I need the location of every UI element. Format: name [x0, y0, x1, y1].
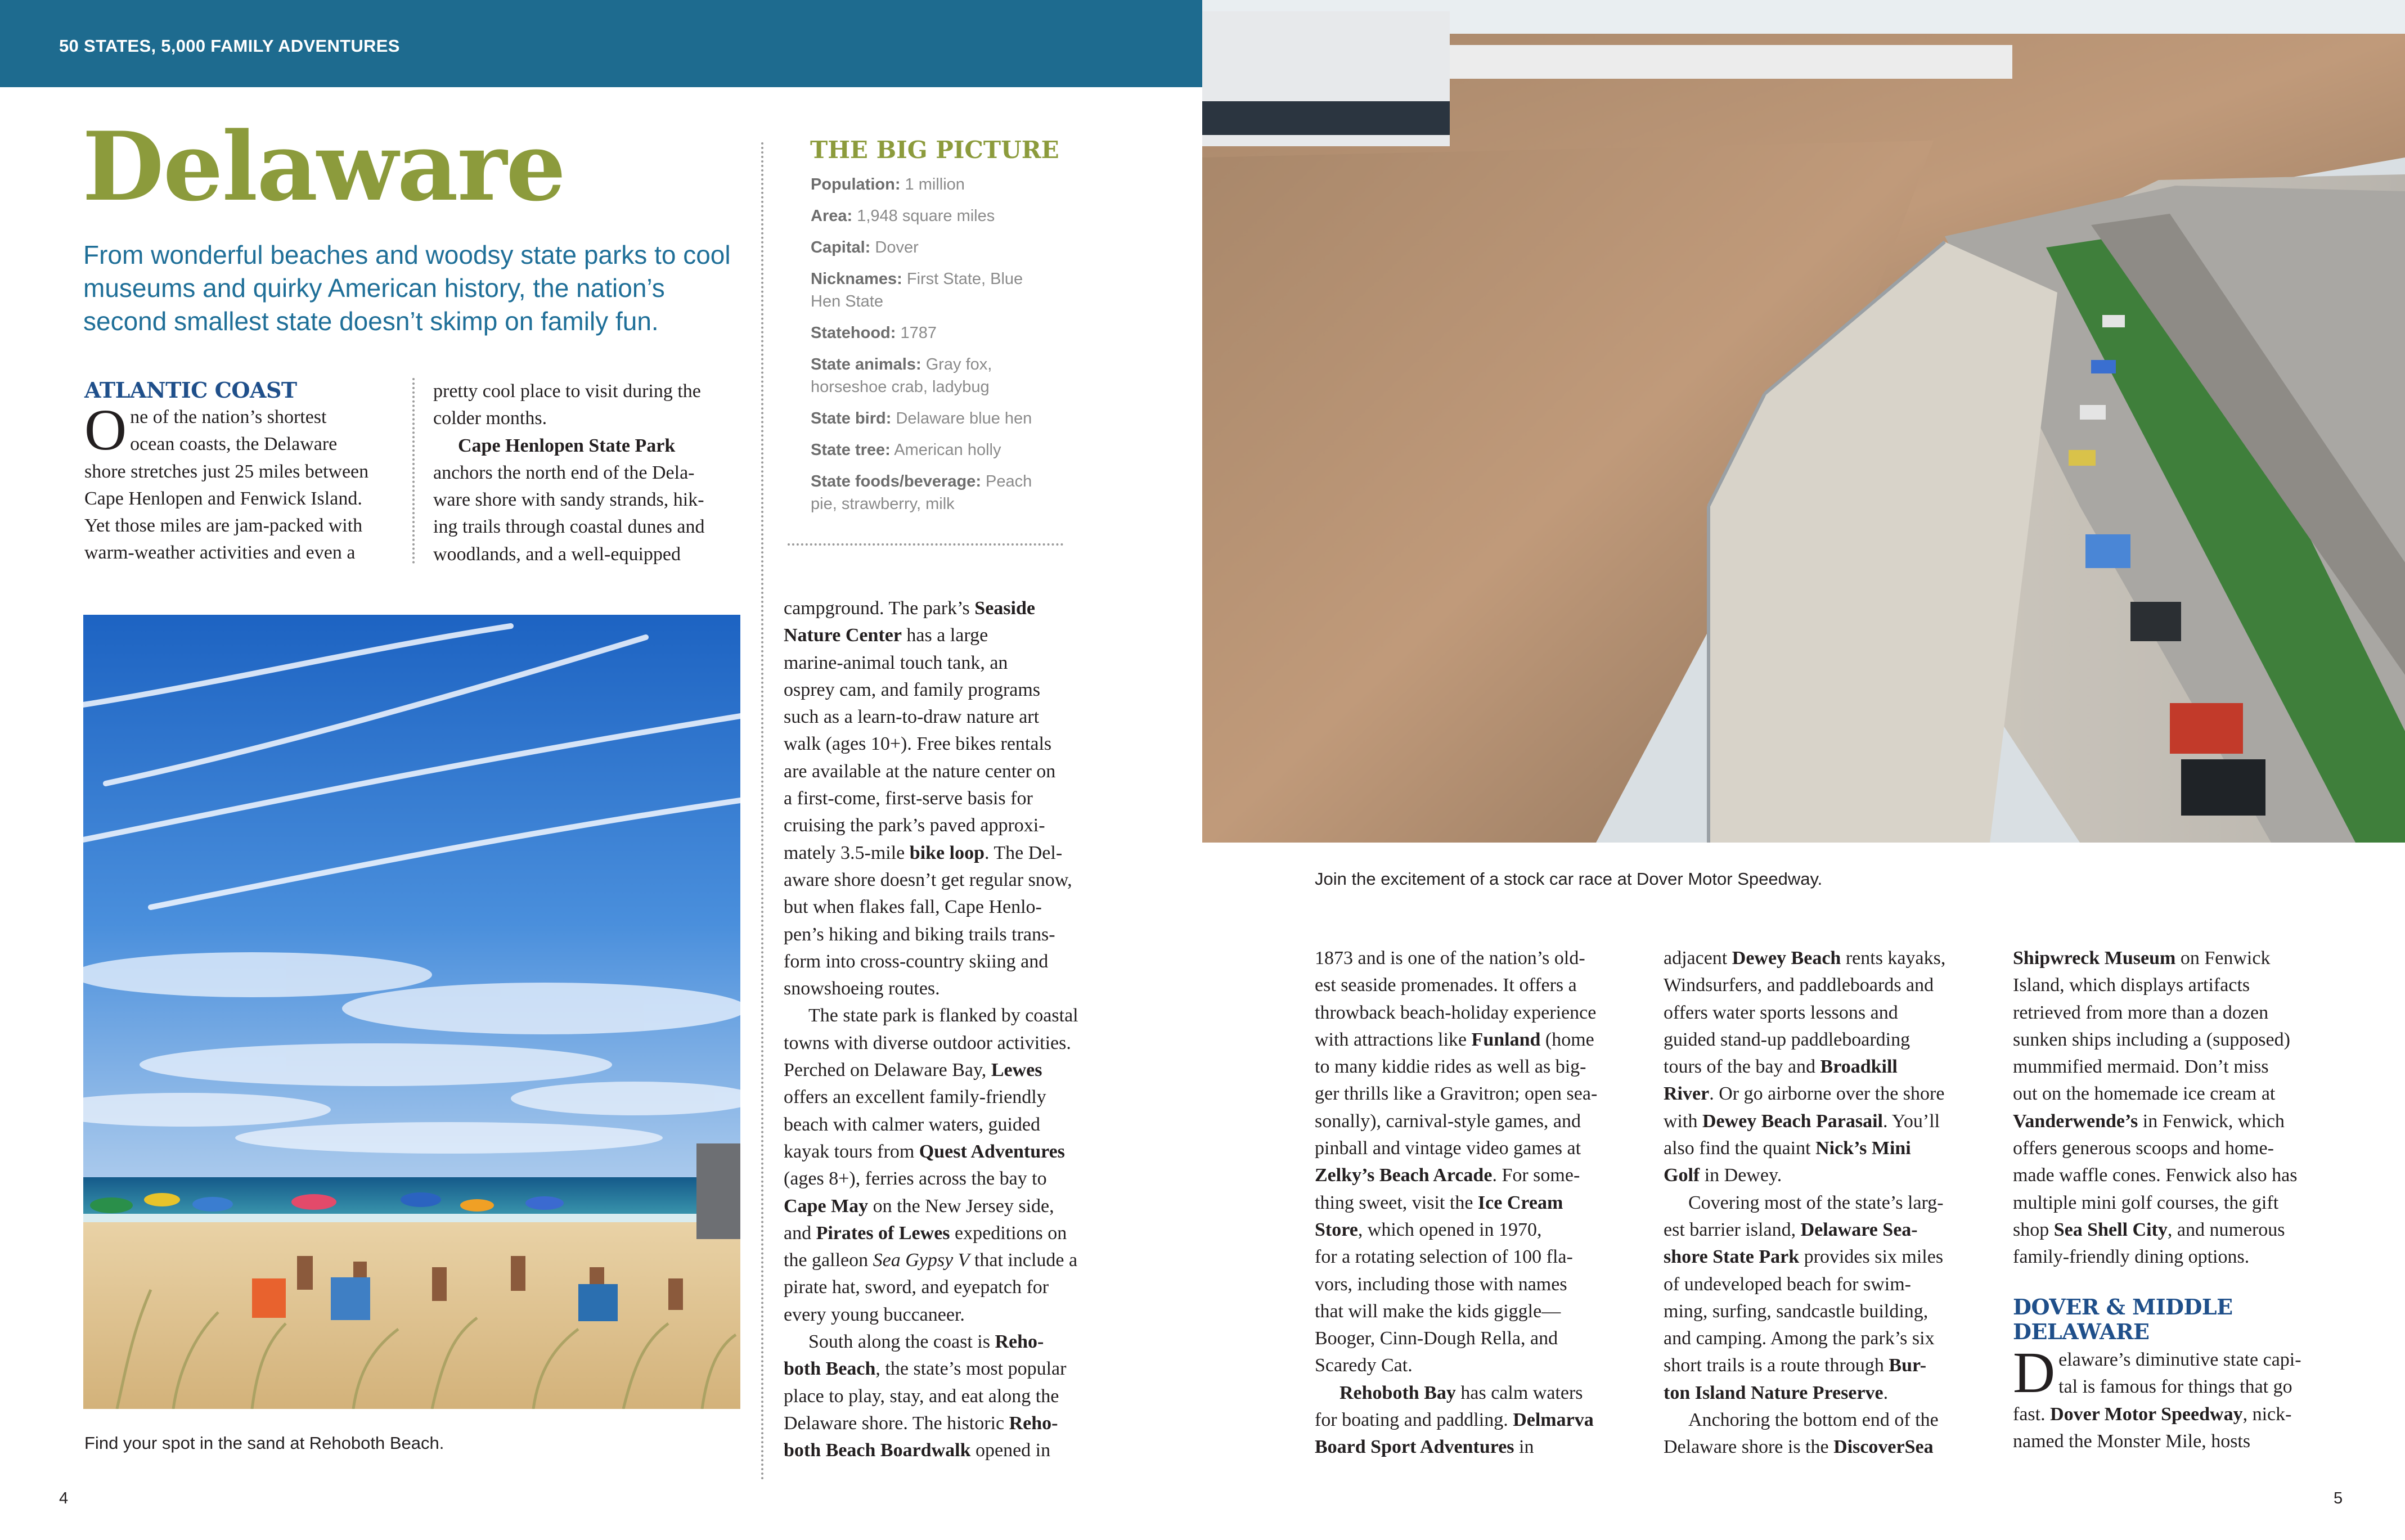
- drop-cap: D: [2013, 1340, 2056, 1405]
- page-number-right: 5: [2334, 1489, 2343, 1507]
- page-title: Delaware: [82, 111, 565, 222]
- section-head-atlantic-coast: ATLANTIC COAST: [84, 377, 297, 403]
- drop-cap: O: [84, 398, 127, 462]
- fact-state-foods: State foods/beverage: Peach pie, strawberry, milk: [811, 472, 1032, 513]
- beach-photo-illustration: [83, 615, 740, 1409]
- beach-photo: [83, 615, 740, 1409]
- page-number-left: 4: [59, 1489, 69, 1507]
- fact-capital: Capital: Dover: [811, 238, 919, 256]
- section-head-dover: DOVER & MIDDLE DELAWARE: [2013, 1294, 2233, 1344]
- sidebar-bottom-rule: [788, 543, 1063, 546]
- fact-state-tree: State tree: American holly: [811, 441, 1001, 459]
- body-column-4: 1873 and is one of the nation’s old- est seaside promenades. It offers a throwback beach-holiday experience with attractions like Funland (home to many kiddie rides as well as big- ger thrills like a Gravitron; open sea- sonally), carnival-style games, and pinball and vintage video games at Zelky’s Beach Arcade. For some- thing sweet, visit the Ice Cream Store, which opened in 1970, for a rotating selection of 100 fla- vors, including those with names that will make the kids giggle— Booger, Cinn-Dough Rella, and Scaredy Cat. Rehoboth Bay has calm waters for boating and paddling. Delmarva Board Sport Adventures in: [1315, 948, 1598, 1458]
- body-column-6b: Delaware’s diminutive state capi- tal is famous for things that go fast. Dover Motor Speedway, nick- named the Monster Mile, hosts: [2013, 1340, 2301, 1452]
- beach-photo-caption: Find your spot in the sand at Rehoboth Beach.: [84, 1433, 444, 1453]
- fact-state-animals: State animals: Gray fox, horseshoe crab, ladybug: [811, 355, 992, 396]
- fact-statehood: Statehood: 1787: [811, 324, 937, 342]
- body-column-2: pretty cool place to visit during the colder months. Cape Henlopen State Park anchors the north end of the Dela- ware shore with sandy strands, hik- ing trails through coastal dunes and woodlands, and a well-equipped: [433, 381, 705, 565]
- column-rule: [412, 378, 415, 564]
- body-column-5: adjacent Dewey Beach rents kayaks, Windsurfers, and paddleboards and offers water sports lessons and guided stand-up paddleboarding tours of the bay and Broadkill River. Or go airborne over the shore with Dewey Beach Parasail. You’ll also find the quaint Nick’s Mini Golf in Dewey. Covering most of the state’s larg- est barrier island, Delaware Sea- shore State Park provides six miles of undeveloped beach for swim- ming, surfing, sandcastle building, and camping. Among the park’s six short trails is a route through Bur- ton Island Nature Preserve. Anchoring the bottom end of the Delaware shore is the DiscoverSea: [1664, 948, 1946, 1458]
- body-column-3: campground. The park’s Seaside Nature Center has a large marine-animal touch tank, an osprey cam, and family programs such as a learn-to-draw nature art walk (ages 10+). Free bikes rentals are available at the nature center on a first-come, first-serve basis for cruising the park’s paved approxi- mately 3.5-mile bike loop. The Del- aware shore doesn’t get regular snow, but when flakes fall, Cape Henlo- pen’s hiking and biking trails trans- form into cross-country skiing and snowshoeing routes. The state park is flanked by coastal towns with diverse outdoor activities. Perched on Delaware Bay, Lewes offers an excellent family-friendly beach with calmer waters, guided kayak tours from Quest Adventures (ages 8+), ferries across the bay to Cape May on the New Jersey side, and Pirates of Lewes expeditions on the galleon Sea Gypsy V that include a pirate hat, sword, and eyepatch for every young buccaneer. South along the coast is Reho- both Beach, the state’s most popular place to play, stay, and eat along the Delaware shore. The historic Reho- both Beach Boardwalk opened in: [784, 598, 1078, 1461]
- running-head: 50 STATES, 5,000 FAMILY ADVENTURES: [59, 36, 400, 56]
- fact-nicknames: Nicknames: First State, Blue Hen State: [811, 270, 1023, 310]
- sidebar-heading: THE BIG PICTURE: [810, 136, 1059, 164]
- speedway-photo: [1202, 0, 2405, 843]
- fact-area: Area: 1,948 square miles: [811, 207, 995, 225]
- body-column-6: Shipwreck Museum on Fenwick Island, which displays artifacts retrieved from more than a dozen sunken ships including a (supposed) mummified mermaid. Don’t miss out on the homemade ice cream at Vanderwende’s in Fenwick, which offers generous scoops and home- made waffle cones. Fenwick also has multiple mini golf courses, the gift shop Sea Shell City, and numerous family-friendly dining options.: [2013, 948, 2298, 1268]
- fact-population: Population: 1 million: [811, 175, 965, 193]
- speedway-photo-caption: Join the excitement of a stock car race at Dover Motor Speedway.: [1315, 869, 1823, 889]
- sidebar-rule: [761, 142, 763, 1481]
- fact-state-bird: State bird: Delaware blue hen: [811, 409, 1032, 427]
- link-cape-henlopen: Cape Henlopen State Park: [458, 435, 676, 456]
- intro-deck: From wonderful beaches and woodsy state parks to cool museums and quirky American history, the nation’s second smallest state doesn’t skimp on family fun.: [83, 240, 731, 336]
- speedway-photo-illustration: [1202, 0, 2405, 843]
- body-column-1: One of the nation’s shortest ocean coasts, the Delaware shore stretches just 25 miles between Cape Henlopen and Fenwick Island. Yet those miles are jam-packed with warm-weather activities and even a: [84, 398, 369, 564]
